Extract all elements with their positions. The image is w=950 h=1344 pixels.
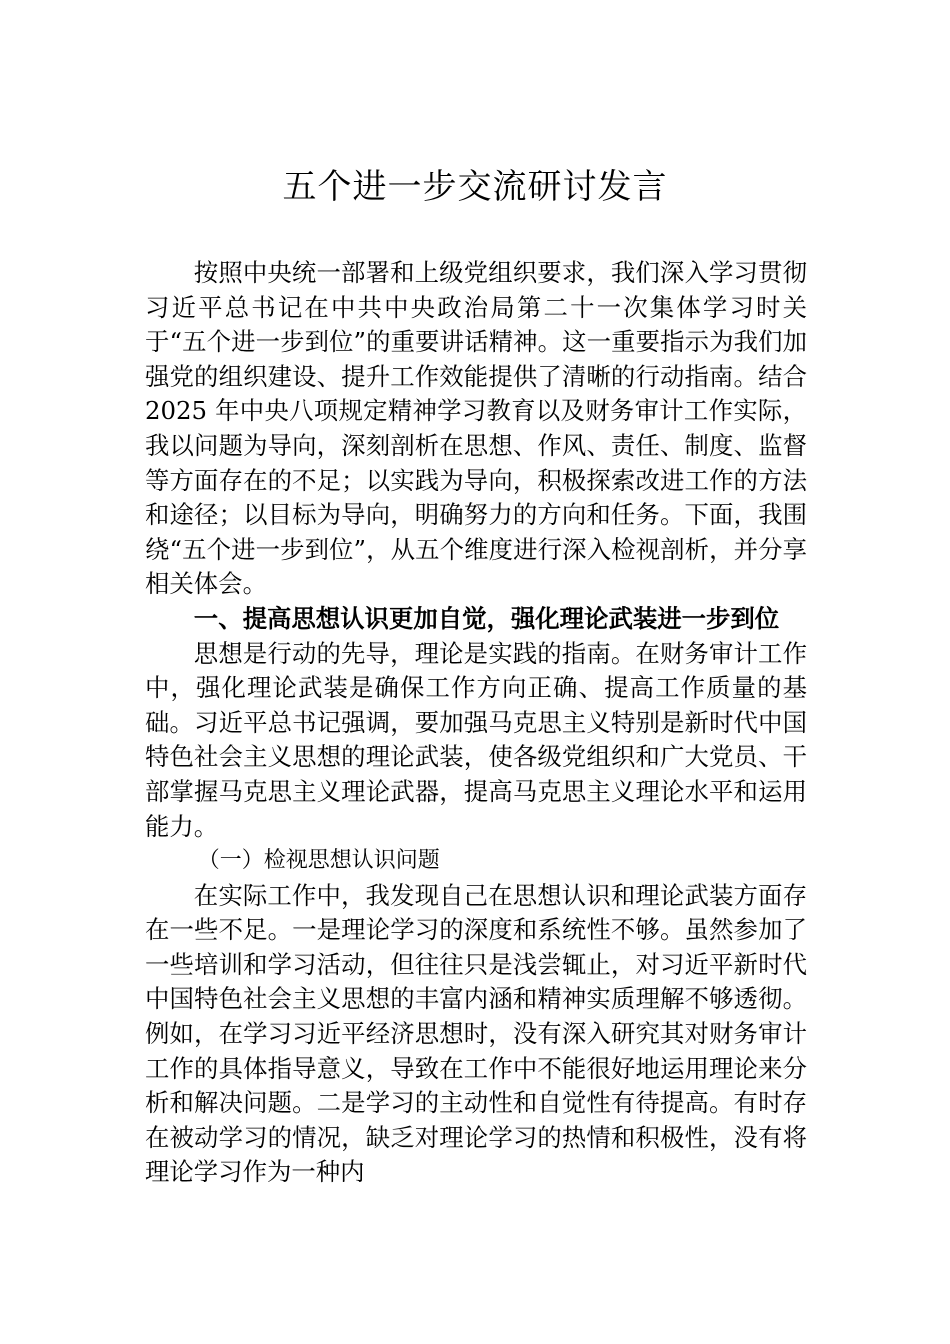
subsection-1-paragraph: 在实际工作中，我发现自己在思想认识和理论武装方面存在一些不足。一是理论学习的深度和系统性不够。虽然参加了一些培训和学习活动，但往往只是浅尝辄止，对习近平新时代中国特色社会主义思想的丰富内涵和精神实质理解不够透彻。例如，在学习习近平经济思想时，没有深入研究其对财务审计工作的具体指导意义，导致在工作中不能很好地运用理论来分析和解决问题。二是学习的主动性和自觉性有待提高。有时存在被动学习的情况，缺乏对理论学习的热情和积极性，没有将理论学习作为一种内 (145, 880, 807, 1187)
section-1-paragraph: 思想是行动的先导，理论是实践的指南。在财务审计工作中，强化理论武装是确保工作方向正确、提高工作质量的基础。习近平总书记强调，要加强马克思主义特别是新时代中国特色社会主义思想的理论武装，使各级党组织和广大党员、干部掌握马克思主义理论武器，提高马克思主义理论水平和运用能力。 (145, 638, 807, 841)
section-heading-1: 一、提高思想认识更加自觉，强化理论武装进一步到位 (193, 603, 780, 633)
document-title: 五个进一步交流研讨发言 (282, 167, 668, 207)
intro-paragraph: 按照中央统一部署和上级党组织要求，我们深入学习贯彻习近平总书记在中共中央政治局第二十一次集体学习时关于“五个进一步到位”的重要讲话精神。这一重要指示为我们加强党的组织建设、提升工作效能提供了清晰的行动指南。结合 2025 年中央八项规定精神学习教育以及财务审计工作实际，我以问题为导向，深刻剖析在思想、作风、责任、制度、监督等方面存在的不足；以实践为导向，积极探索改进工作的方法和途径；以目标为导向，明确努力的方向和任务。下面，我围绕“五个进一步到位”，从五个维度进行深入检视剖析，并分享相关体会。 (145, 258, 807, 599)
subsection-heading-1: （一）检视思想认识问题 (197, 848, 440, 874)
document-body (145, 256, 807, 1190)
